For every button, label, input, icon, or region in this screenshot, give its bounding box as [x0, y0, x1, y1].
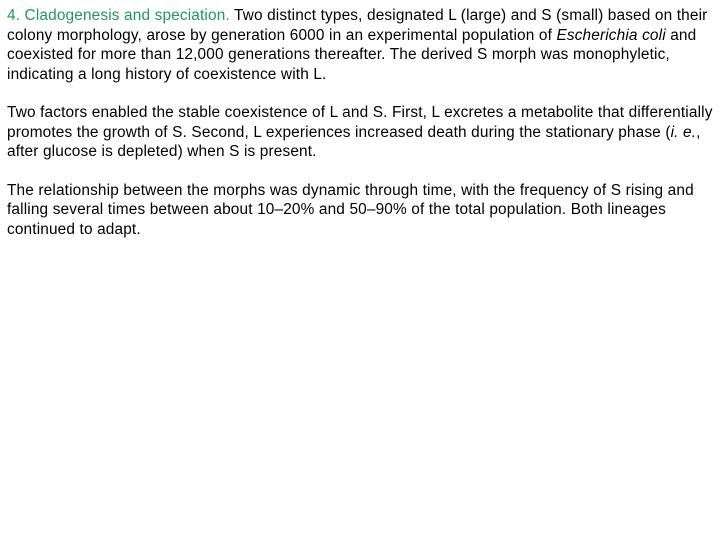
paragraph-dynamics: The relationship between the morphs was dynamic through time, with the frequency of S rising and falling several times between about 10–20% and 50–90% of the total population. Both lineages continued to adapt. [7, 181, 694, 238]
section-heading: 4. Cladogenesis and speciation. [7, 7, 230, 24]
paragraph1-text-start: Two distinct types, designated L (large) and S (small) based on their colony morphology, arose by generation 6000 in an experimental population of [7, 7, 708, 44]
paragraph2-text-start: Two factors enabled the stable coexistence of L and S. First, L excretes a metabolite that differentially promotes the growth of S. Second, L experiences increased death during the stationary phase ( [7, 104, 713, 141]
slide-text-block [7, 6, 713, 239]
organism-name: Escherichia coli [556, 26, 666, 44]
abbreviation-ie: i. e. [670, 123, 697, 141]
paragraph2-text-end: , after glucose is depleted) when S is present. [7, 123, 701, 160]
paragraph-cladogenesis [7, 6, 713, 84]
paragraph-coexistence-factors [7, 103, 713, 162]
paragraph1-text-end: and coexisted for more than 12,000 generations thereafter. The derived S morph was monophyletic, indicating a long history of coexistence with L. [7, 26, 697, 83]
